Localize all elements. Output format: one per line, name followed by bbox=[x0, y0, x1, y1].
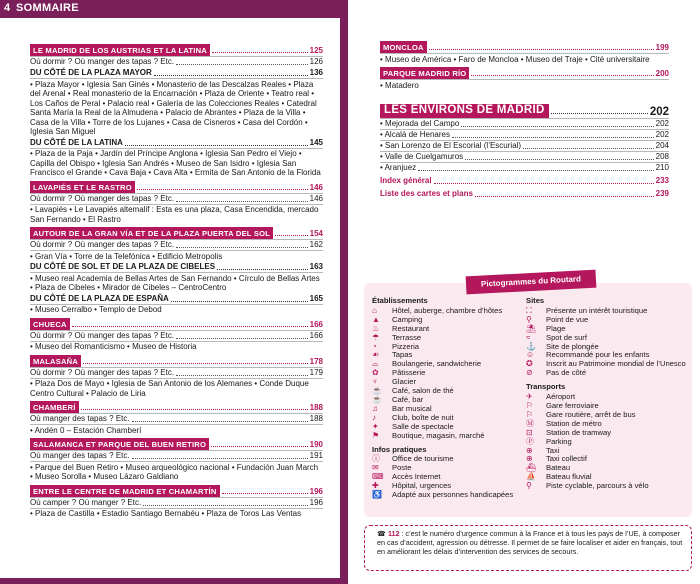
environs-entry[interactable] bbox=[380, 140, 669, 151]
pictogram-icon: ⌨ bbox=[372, 472, 384, 482]
environs-entry-page: 204 bbox=[655, 141, 669, 150]
pictogram-label: Recommandé pour les enfants bbox=[546, 350, 650, 360]
pictogram-label: Point de vue bbox=[546, 314, 589, 324]
pictogram-group-heading: Établissements bbox=[372, 296, 428, 305]
pictogram-label: Office de tourisme bbox=[392, 454, 454, 464]
leader-dots bbox=[452, 137, 654, 138]
subsection-page: 165 bbox=[309, 293, 323, 303]
pictogram-label: Poste bbox=[392, 463, 412, 473]
section-title: MALASAÑA bbox=[30, 355, 81, 367]
index-entry-text: Index général bbox=[380, 176, 432, 185]
toc-entry[interactable] bbox=[30, 497, 323, 508]
header-band bbox=[0, 0, 340, 18]
pictogram-label: Station de tramway bbox=[546, 427, 611, 437]
right-toc bbox=[380, 38, 669, 199]
pictogram-icon: Ⓜ bbox=[526, 418, 534, 428]
environs-entry[interactable] bbox=[380, 151, 669, 162]
pictogram-box bbox=[364, 274, 692, 517]
leader-dots bbox=[434, 183, 654, 184]
section-title: ENTRE LE CENTRE DE MADRID ET CHAMARTÍN bbox=[30, 485, 220, 497]
leader-dots bbox=[81, 409, 308, 410]
page-title: SOMMAIRE bbox=[16, 2, 79, 14]
section-title: LE MADRID DE LOS AUSTRIAS ET LA LATINA bbox=[30, 44, 210, 56]
section-heading[interactable] bbox=[30, 317, 323, 330]
pictogram-icon: ✚ bbox=[372, 481, 379, 491]
pictogram-group-heading: Sites bbox=[526, 296, 545, 305]
section-title: MONCLOA bbox=[380, 41, 427, 53]
environs-entry-text: • San Lorenzo de El Escorial (l’Escurial) bbox=[380, 141, 522, 150]
pictogram-label: Présente un intérêt touristique bbox=[546, 305, 648, 315]
leader-dots bbox=[211, 446, 308, 447]
pictogram-label: Plage bbox=[546, 323, 566, 333]
index-entry[interactable] bbox=[380, 175, 669, 186]
subsection-title: DU CÔTÉ DE SOL ET DE LA PLAZA DE CIBELES bbox=[30, 262, 216, 271]
toc-entry-text: Où dormir ? Où manger des tapas ? Etc. bbox=[30, 57, 175, 66]
subsection-page: 145 bbox=[309, 137, 323, 147]
pictogram-icon: ♆ bbox=[372, 377, 378, 387]
toc-entry-text: Où dormir ? Où manger des tapas ? Etc. bbox=[30, 330, 175, 340]
pictogram-label: Bateau bbox=[546, 463, 571, 473]
environs-entry-page: 202 bbox=[655, 119, 669, 128]
environs-title: LES ENVIRONS DE MADRID bbox=[380, 104, 549, 118]
leader-dots bbox=[418, 170, 653, 171]
pictogram-icon: ⚲ bbox=[526, 481, 532, 491]
toc-entry[interactable] bbox=[30, 193, 323, 204]
toc-entry-page: 188 bbox=[309, 414, 323, 423]
section-page: 125 bbox=[309, 46, 323, 55]
section-heading[interactable] bbox=[380, 40, 669, 53]
pictogram-icon: ♿ bbox=[372, 490, 382, 500]
pictogram-icon: ⊘ bbox=[526, 368, 533, 378]
pictogram-icon: ⚓ bbox=[526, 341, 536, 351]
section-page: 188 bbox=[309, 403, 323, 412]
section-page: 154 bbox=[309, 229, 323, 238]
pictogram-label: Site de plongée bbox=[546, 341, 599, 351]
pictogram-icon: ▲ bbox=[372, 314, 380, 324]
sights-list: • Plaza Dos de Mayo • Iglesia de San Antonio de los Alemanes • Conde Duque Centro Cultural • Palacio de Liria bbox=[30, 378, 323, 399]
leader-dots bbox=[212, 52, 308, 53]
subsection-heading[interactable] bbox=[30, 138, 323, 148]
toc-entry[interactable] bbox=[30, 450, 323, 461]
sights-list: • Andén 0 – Estación Chamberí bbox=[30, 424, 323, 435]
subsection-page: 136 bbox=[309, 68, 323, 77]
left-page bbox=[0, 0, 340, 584]
pictogram-label: Glacier bbox=[392, 377, 417, 387]
pictogram-icon: ♫ bbox=[372, 403, 378, 413]
toc-entry-text: Où dormir ? Où manger des tapas ? Etc. bbox=[30, 193, 175, 203]
section-heading[interactable] bbox=[30, 400, 323, 413]
toc-entry-page: 196 bbox=[309, 497, 323, 507]
pictogram-icon: ⌂ bbox=[372, 305, 377, 315]
page-number: 4 bbox=[4, 2, 11, 14]
leader-dots bbox=[429, 49, 654, 50]
pictogram-icon: ⌓ bbox=[372, 359, 379, 369]
sights-list: • Museo real Academia de Bellas Artes de San Fernando • Círculo de Bellas Artes • Plaza de Cibeles • Mirador de Cibeles – CentroCentro bbox=[30, 272, 323, 293]
section-heading[interactable] bbox=[30, 226, 323, 239]
left-toc bbox=[30, 41, 323, 519]
pictogram-item bbox=[526, 369, 686, 378]
pictogram-label: Club, boîte de nuit bbox=[392, 412, 454, 422]
leader-dots bbox=[83, 363, 308, 364]
emergency-note bbox=[364, 525, 692, 571]
pictogram-icon: ⊡ bbox=[526, 427, 533, 437]
pictogram-label: Café, salon de thé bbox=[392, 386, 454, 396]
pictogram-label: Boulangerie, sandwicherie bbox=[392, 359, 482, 369]
toc-entry[interactable] bbox=[30, 56, 323, 67]
pictogram-label: Taxi bbox=[546, 445, 560, 455]
pictogram-title: Pictogrammes du Routard bbox=[466, 270, 597, 295]
leader-dots bbox=[176, 201, 308, 202]
emergency-number: 112 bbox=[387, 529, 400, 538]
pictogram-label: Hôtel, auberge, chambre d’hôtes bbox=[392, 305, 503, 315]
pictogram-label: Aéroport bbox=[546, 392, 576, 402]
section-heading[interactable] bbox=[30, 180, 323, 193]
pictogram-column-left bbox=[372, 297, 522, 500]
leader-dots bbox=[222, 493, 308, 494]
pictogram-label: Bateau fluvial bbox=[546, 472, 592, 482]
toc-entry[interactable] bbox=[30, 330, 323, 341]
leader-dots bbox=[275, 235, 308, 236]
pictogram-icon: ◔ bbox=[372, 341, 377, 351]
subsection-page: 163 bbox=[309, 262, 323, 271]
section-page: 200 bbox=[655, 69, 669, 78]
pictogram-icon: ⊕ bbox=[526, 454, 533, 464]
environs-entry-text: • Mejorada del Campo bbox=[380, 119, 460, 128]
pictogram-label: Bar musical bbox=[392, 403, 432, 413]
pictogram-icon: ☕ bbox=[372, 386, 382, 396]
pictogram-group-heading: Transports bbox=[526, 382, 566, 392]
footer-band bbox=[0, 578, 340, 584]
pictogram-label: Gare routière, arrêt de bus bbox=[546, 409, 636, 419]
toc-entry-text: Où manger des tapas ? Etc. bbox=[30, 414, 130, 423]
subsection-title: DU CÔTÉ DE LA PLAZA DE ESPAÑA bbox=[30, 293, 169, 303]
sights-list: • Museo Cerralbo • Templo de Debod bbox=[30, 304, 323, 315]
sights-list: • Museo de América • Faro de Moncloa • Museo del Traje • Cité universitaire bbox=[380, 53, 669, 64]
pictogram-label: Taxi collectif bbox=[546, 454, 587, 464]
leader-dots bbox=[551, 113, 648, 114]
subsection-title: DU CÔTÉ DE LA PLAZA MAYOR bbox=[30, 68, 152, 77]
section-title: PARQUE MADRID RÍO bbox=[380, 67, 469, 79]
pictogram-icon: ⚲ bbox=[526, 314, 532, 324]
leader-dots bbox=[171, 301, 308, 302]
environs-page: 202 bbox=[649, 106, 669, 119]
index-entry-page: 233 bbox=[655, 176, 669, 185]
pictogram-icon: ☂ bbox=[372, 332, 380, 342]
section-page: 190 bbox=[309, 440, 323, 449]
section-title: CHUECA bbox=[30, 318, 70, 330]
pictogram-icon: ≈ bbox=[526, 332, 531, 342]
pictogram-label: Salle de spectacle bbox=[392, 421, 454, 431]
pictogram-label: Tapas bbox=[392, 350, 413, 360]
pictogram-icon: ⛶ bbox=[526, 305, 532, 315]
leader-dots bbox=[143, 505, 307, 506]
phone-icon: ☎ bbox=[377, 529, 386, 538]
toc-entry-page: 191 bbox=[309, 451, 323, 460]
pictogram-icon: ✉ bbox=[372, 463, 379, 473]
pictogram-label: Accès Internet bbox=[392, 472, 441, 482]
pictogram-icon: ♨ bbox=[372, 323, 380, 333]
leader-dots bbox=[461, 126, 653, 127]
pictogram-icon: ⊕ bbox=[526, 445, 533, 455]
sights-list: • Plaza de Castilla • Estadio Santiago Bernabéu • Plaza de Toros Las Ventas bbox=[30, 508, 323, 519]
sights-list: • Matadero bbox=[380, 79, 669, 90]
pictogram-label: Station de métro bbox=[546, 418, 602, 428]
leader-dots bbox=[132, 421, 308, 422]
leader-dots bbox=[132, 458, 308, 459]
pictogram-icon: ⚐ bbox=[526, 400, 534, 410]
pictogram-icon: ⚐ bbox=[526, 409, 534, 419]
sights-list: • Museo del Romanticismo • Museo de Historia bbox=[30, 341, 323, 352]
pictogram-item bbox=[372, 491, 522, 500]
toc-entry-text: Où camper ? Où manger ? Etc. bbox=[30, 497, 142, 507]
toc-entry-text: Où dormir ? Où manger des tapas ? Etc. bbox=[30, 367, 175, 377]
pictogram-label: Pâtisserie bbox=[392, 368, 426, 378]
pictogram-icon: ⛴ bbox=[526, 463, 537, 473]
section-title: LAVAPIÉS ET LE RASTRO bbox=[30, 181, 135, 193]
section-heading[interactable] bbox=[30, 43, 323, 56]
environs-heading[interactable] bbox=[380, 100, 669, 118]
pictogram-icon: ⛱ bbox=[526, 323, 537, 333]
environs-entry[interactable] bbox=[380, 118, 669, 129]
sights-list: • Gran Vía • Torre de la Telefónica • Edificio Metropolis bbox=[30, 250, 323, 261]
toc-entry-page: 126 bbox=[309, 57, 323, 66]
sights-list: • Parque del Buen Retiro • Museo arqueológico nacional • Fundación Juan March • Museo Sorolla • Museo Lázaro Galdiano bbox=[30, 461, 323, 482]
subsection-heading[interactable] bbox=[30, 68, 323, 78]
emergency-text: : c’est le numéro d’urgence commun à la France et à tous les pays de l’UE, à composer en cas d’accident, agression ou détresse. Il permet de se faire localiser et aider en français, tout en améliorant les délais d’intervention des services de secours. bbox=[377, 529, 683, 556]
environs-entry[interactable] bbox=[380, 162, 669, 173]
environs-entry[interactable] bbox=[380, 129, 669, 140]
pictogram-label: Pizzeria bbox=[392, 341, 420, 351]
toc-entry-page: 179 bbox=[309, 367, 323, 377]
section-heading[interactable] bbox=[380, 66, 669, 79]
pictogram-icon: ♪ bbox=[372, 412, 376, 422]
pictogram-column-right bbox=[526, 297, 686, 491]
environs-entry-page: 208 bbox=[655, 152, 669, 161]
subsection-title: DU CÔTÉ DE LA LATINA bbox=[30, 137, 123, 147]
pictogram-icon: ✈ bbox=[526, 392, 533, 402]
section-page: 146 bbox=[309, 182, 323, 192]
leader-dots bbox=[465, 159, 654, 160]
leader-dots bbox=[523, 148, 654, 149]
pictogram-label: Café, bar bbox=[392, 394, 424, 404]
sights-list: • Plaza de la Paja • Jardín del Príncipe Anglona • Iglesia San Pedro el Viejo • Capilla del Obispo • Iglesia San Andrés • Museo de San Isidro • Iglesia San Francisco el Grande • Cava Baja • Cava Alta • Ermita de San Antonio de la Florida bbox=[30, 148, 323, 178]
leader-dots bbox=[471, 75, 653, 76]
toc-entry-page: 162 bbox=[309, 240, 323, 249]
pictogram-label: Boutique, magasin, marché bbox=[392, 430, 485, 440]
pictogram-label: Spot de surf bbox=[546, 332, 587, 342]
pictogram-icon: ⛵ bbox=[526, 472, 536, 482]
toc-entry[interactable] bbox=[30, 367, 323, 378]
pictogram-icon: ☺ bbox=[526, 350, 535, 360]
pictogram-label: Inscrit au Patrimoine mondial de l’Unesco bbox=[546, 359, 686, 369]
sights-list: • Lavapiés • Le Lavapiés altemalif : Esta es una plaza, Casa Encendida, mercado San Fernando • El Rastro bbox=[30, 204, 323, 225]
pictogram-group-heading: Infos pratiques bbox=[372, 444, 427, 454]
leader-dots bbox=[176, 64, 308, 65]
pictogram-icon: ✦ bbox=[372, 421, 379, 431]
section-heading[interactable] bbox=[30, 437, 323, 450]
environs-entry-text: • Aranjuez bbox=[380, 163, 417, 172]
leader-dots bbox=[72, 326, 308, 327]
environs-entry-text: • Valle de Cuelgamuros bbox=[380, 152, 464, 161]
environs-entry-page: 202 bbox=[655, 130, 669, 139]
subsection-heading[interactable] bbox=[30, 262, 323, 272]
leader-dots bbox=[176, 247, 308, 248]
toc-entry-page: 146 bbox=[309, 193, 323, 203]
section-title: CHAMBERÍ bbox=[30, 401, 79, 413]
pictogram-icon: Ⓟ bbox=[526, 436, 534, 446]
section-title: SALAMANCA ET PARQUE DEL BUEN RETIRO bbox=[30, 438, 209, 450]
pictogram-icon: ⚑ bbox=[372, 430, 380, 440]
sights-list: • Plaza Mayor • Iglesia San Ginés • Monasterio de las Descalzas Reales • Plaza del Arenal • Real monasterio de la Encarnación • Plaza de Oriente • Teatro real • Los Caños de Peral • Palacio real • Galería de las Colecciones Reales • Catedral Santa María la Real de la Almudena • Palacio de Abrantes • Plaza de la Villa • Casa de la Villa • Torre de los Lujanes • Casa de Cisneros • Casa del Cordón • Iglesia San Miguel bbox=[30, 78, 323, 137]
right-page bbox=[348, 0, 700, 584]
pictogram-label: Camping bbox=[392, 314, 423, 324]
subsection-heading[interactable] bbox=[30, 294, 323, 304]
toc-entry-text: Où manger des tapas ? Etc. bbox=[30, 451, 130, 460]
section-heading[interactable] bbox=[30, 484, 323, 497]
leader-dots bbox=[154, 75, 308, 76]
section-page: 166 bbox=[309, 319, 323, 329]
pictogram-icon: ☕ bbox=[372, 394, 382, 404]
toc-entry-page: 166 bbox=[309, 330, 323, 340]
section-page: 178 bbox=[309, 356, 323, 366]
pictogram-label: Pas de côté bbox=[546, 368, 587, 378]
leader-dots bbox=[176, 375, 308, 376]
section-heading[interactable] bbox=[30, 354, 323, 367]
pictogram-label: Adapté aux personnes handicapées bbox=[392, 490, 514, 500]
section-page: 199 bbox=[655, 43, 669, 52]
leader-dots bbox=[176, 338, 308, 339]
leader-dots bbox=[125, 145, 308, 146]
pictogram-icon: ✿ bbox=[372, 368, 379, 378]
section-page: 196 bbox=[309, 486, 323, 496]
pictogram-icon: ☙ bbox=[372, 350, 380, 360]
pictogram-label: Piste cyclable, parcours à vélo bbox=[546, 481, 649, 491]
pictogram-label: Parking bbox=[546, 436, 572, 446]
pictogram-label: Gare ferroviaire bbox=[546, 400, 599, 410]
pictogram-icon: ✪ bbox=[526, 359, 533, 369]
environs-entry-page: 210 bbox=[655, 163, 669, 172]
leader-dots bbox=[475, 196, 654, 197]
toc-entry[interactable] bbox=[30, 239, 323, 250]
pictogram-item bbox=[372, 432, 522, 441]
pictogram-label: Hôpital, urgences bbox=[392, 481, 452, 491]
pictogram-label: Terrasse bbox=[392, 332, 422, 342]
page-gutter bbox=[340, 0, 348, 584]
pictogram-icon: ⓘ bbox=[372, 454, 380, 464]
toc-entry[interactable] bbox=[30, 413, 323, 424]
index-entry[interactable] bbox=[380, 188, 669, 199]
pictogram-item bbox=[526, 482, 686, 491]
leader-dots bbox=[217, 269, 308, 270]
index-entry-text: Liste des cartes et plans bbox=[380, 189, 473, 198]
index-entry-page: 239 bbox=[655, 189, 669, 198]
toc-entry-text: Où dormir ? Où manger des tapas ? Etc. bbox=[30, 240, 175, 249]
leader-dots bbox=[137, 189, 308, 190]
environs-entry-text: • Alcalá de Henares bbox=[380, 130, 450, 139]
pictogram-label: Restaurant bbox=[392, 323, 430, 333]
section-title: AUTOUR DE LA GRAN VÍA ET DE LA PLAZA PUERTA DEL SOL bbox=[30, 227, 273, 239]
